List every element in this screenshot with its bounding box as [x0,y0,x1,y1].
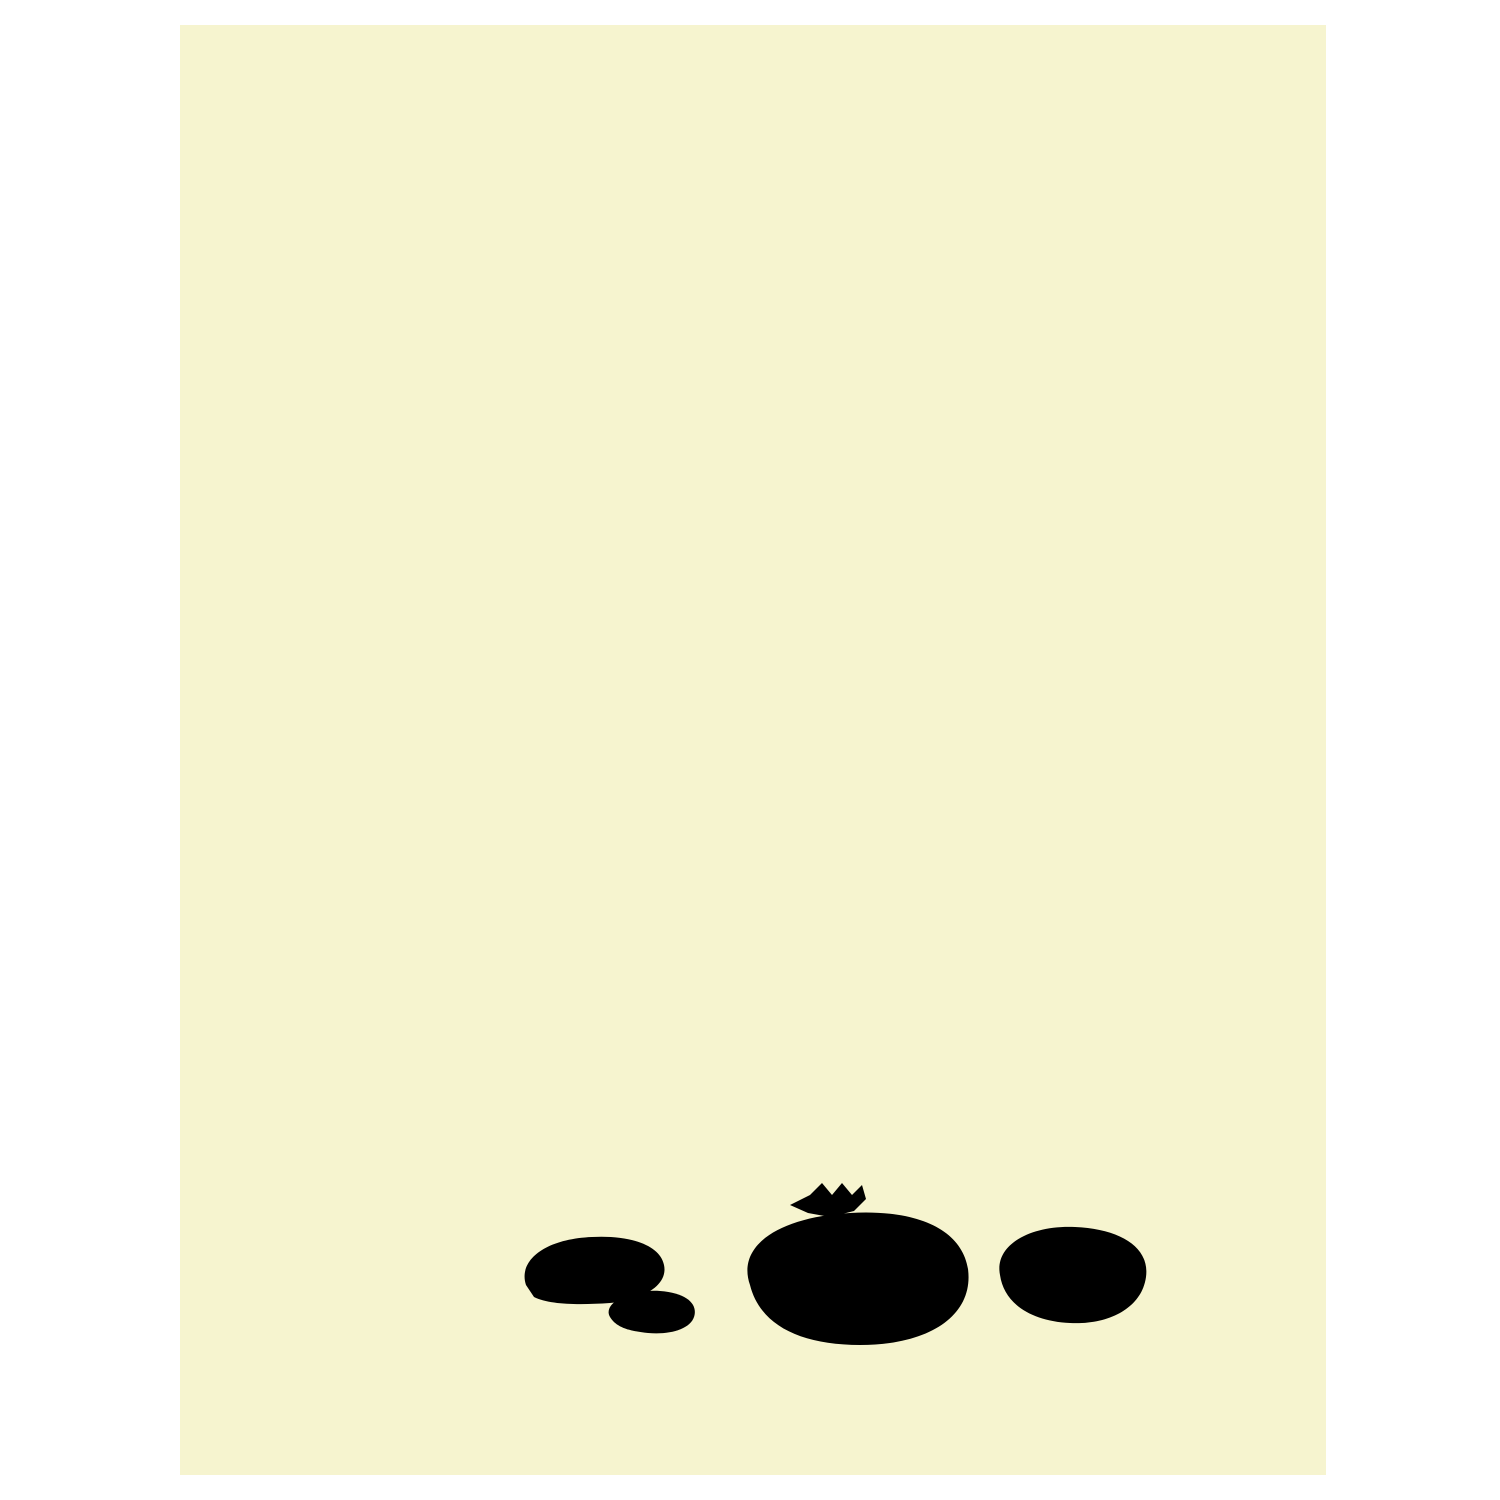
content-area [280,125,1326,1380]
lotus-flower [790,1183,866,1217]
book-page [180,25,1326,1475]
rainbow-border-bottom [180,1380,1326,1475]
rainbow-border-left [180,125,280,1380]
lily-pads-illustration [510,1165,1210,1375]
left-lily-pad [525,1237,665,1304]
center-lily-pad [747,1213,968,1345]
rainbow-border-top [180,25,1326,125]
right-lily-pad [999,1227,1146,1323]
